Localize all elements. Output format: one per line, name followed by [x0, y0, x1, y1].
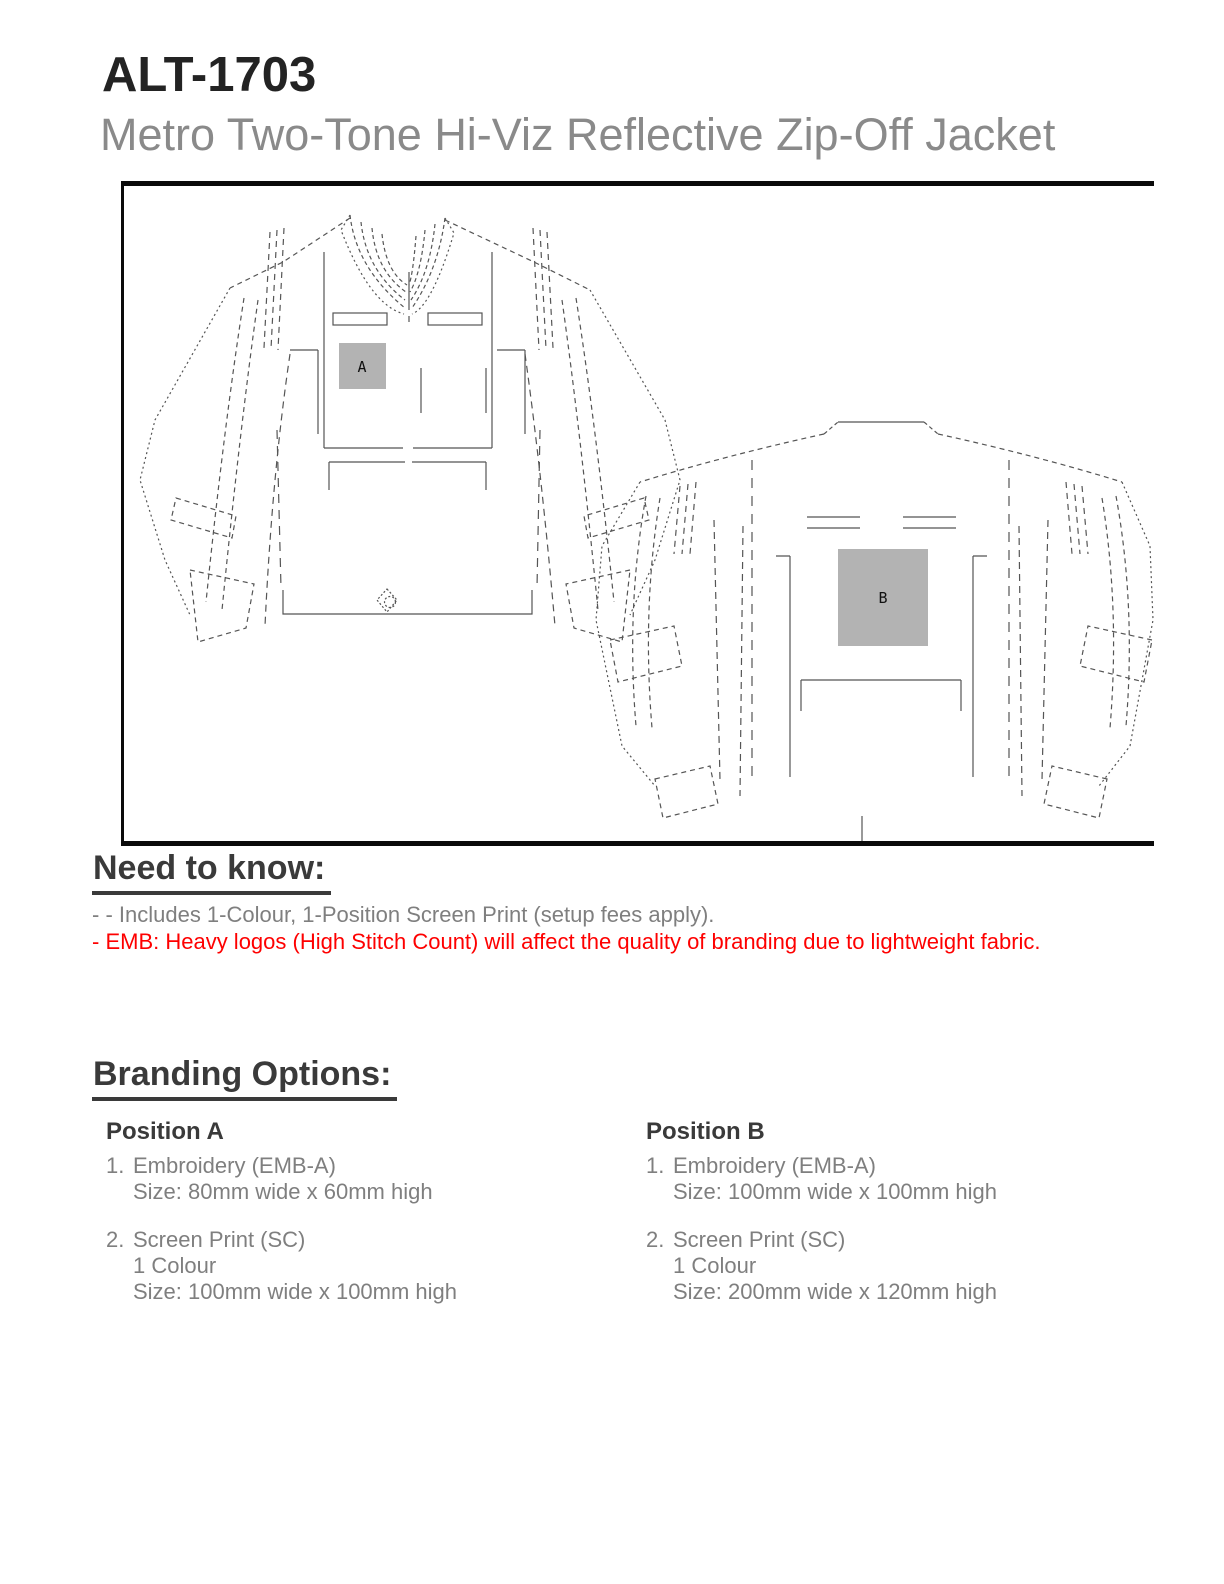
item-size: Size: 100mm wide x 100mm high: [133, 1279, 458, 1304]
item-lines: [133, 1227, 457, 1305]
item-size: Size: 100mm wide x 100mm high: [673, 1179, 998, 1204]
branding-position-b: [646, 1118, 1176, 1327]
position-a-item-2: [106, 1227, 636, 1305]
item-method: Screen Print (SC): [673, 1227, 846, 1252]
position-b-item-1: [646, 1153, 1176, 1205]
position-a-letter: A: [357, 358, 367, 376]
position-a-title: Position A: [106, 1118, 224, 1145]
item-size: Size: 80mm wide x 60mm high: [133, 1179, 433, 1204]
item-number: 1.: [646, 1153, 665, 1178]
note-embroidery-warning: - EMB: Heavy logos (High Stitch Count) will affect the quality of branding due to lightweight fabric.: [92, 929, 1041, 954]
jacket-back-illustration: [596, 422, 1153, 841]
item-number: 1.: [106, 1153, 125, 1178]
position-b-letter: B: [878, 589, 888, 607]
need-to-know-heading: Need to know:: [92, 849, 331, 895]
front-right-pocket-flap: [428, 313, 482, 325]
position-b-marker: [838, 549, 928, 646]
product-code-title: ALT-1703: [102, 48, 317, 102]
item-colours: 1 Colour: [133, 1253, 217, 1278]
position-a-item-1: [106, 1153, 636, 1205]
item-method: Embroidery (EMB-A): [673, 1153, 876, 1178]
product-name-subtitle: Metro Two-Tone Hi-Viz Reflective Zip-Off Jacket: [100, 109, 1056, 160]
product-diagram-frame: [121, 181, 1154, 846]
note-screen-print-included: - - Includes 1-Colour, 1-Position Screen Print (setup fees apply).: [92, 902, 715, 927]
item-method: Embroidery (EMB-A): [133, 1153, 336, 1178]
item-lines: [133, 1153, 433, 1205]
jacket-illustrations: [124, 186, 1154, 841]
position-a-marker: [339, 343, 386, 389]
item-lines: [673, 1227, 997, 1305]
front-left-pocket-flap: [333, 313, 387, 325]
item-colours: 1 Colour: [673, 1253, 757, 1278]
item-number: 2.: [646, 1227, 665, 1252]
item-method: Screen Print (SC): [133, 1227, 306, 1252]
position-b-title: Position B: [646, 1118, 765, 1145]
branding-options-heading: Branding Options:: [92, 1055, 397, 1101]
zip-pull-icon: [377, 589, 397, 612]
item-number: 2.: [106, 1227, 125, 1252]
item-lines: [673, 1153, 997, 1205]
item-size: Size: 200mm wide x 120mm high: [673, 1279, 998, 1304]
branding-position-a: [106, 1118, 636, 1327]
position-b-item-2: [646, 1227, 1176, 1305]
